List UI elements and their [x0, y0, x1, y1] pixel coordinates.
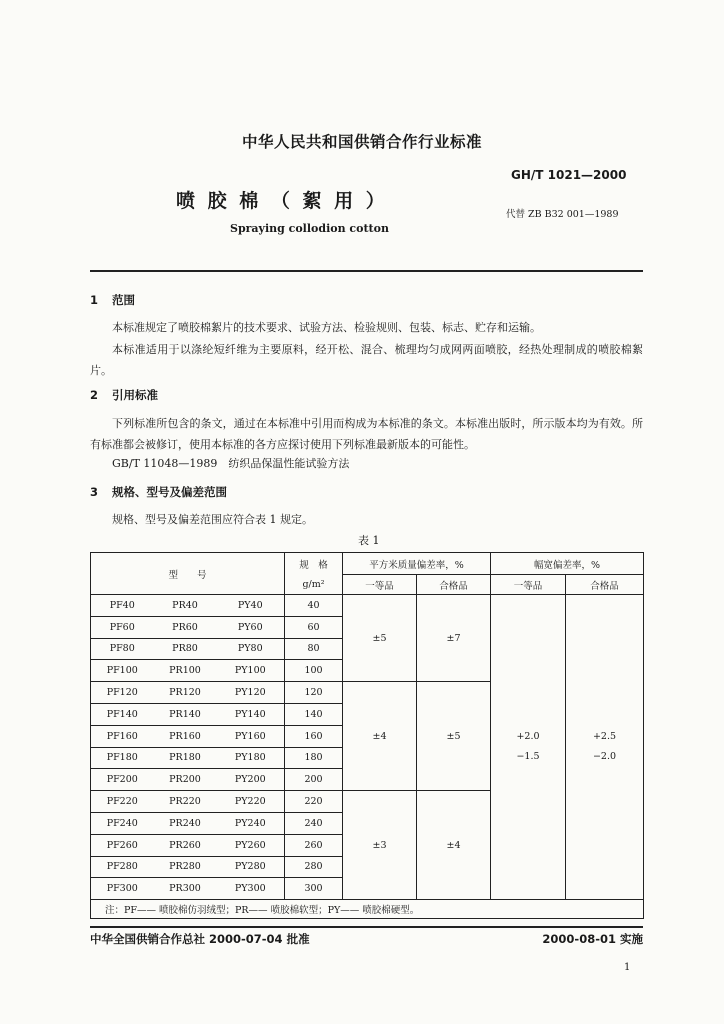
page-number: 1 — [624, 962, 631, 973]
section-2-heading — [90, 387, 158, 403]
header-width-qualified: 合格品 — [566, 575, 644, 595]
model-py-cell: PY300 — [217, 878, 285, 900]
model-py-cell: PY40 — [217, 595, 285, 617]
model-py-cell: PY80 — [217, 638, 285, 660]
model-py-cell: PY220 — [217, 791, 285, 813]
model-py-cell: PY160 — [217, 725, 285, 747]
model-pr-cell: PR220 — [154, 791, 217, 813]
model-pf-cell: PF220 — [91, 791, 154, 813]
model-py-cell: PY180 — [217, 747, 285, 769]
width-grade1-plus: +2.0 — [516, 731, 540, 743]
referenced-standard: GB/T 11048—1989 纺织品保温性能试验方法 — [112, 457, 350, 470]
header-mass-grade1: 一等品 — [343, 575, 417, 595]
model-pr-cell: PR300 — [154, 878, 217, 900]
model-pf-cell: PF160 — [91, 725, 154, 747]
width-qualified-plus: +2.5 — [592, 731, 617, 743]
header-mass-deviation: 平方米质量偏差率，% — [343, 553, 491, 575]
section-title: 规格、型号及偏差范围 — [112, 485, 227, 499]
model-pr-cell: PR60 — [154, 616, 217, 638]
spec-value-cell: 300 — [285, 878, 343, 900]
model-pr-cell: PR200 — [154, 769, 217, 791]
mass-qualified-cell: ±5 — [417, 682, 491, 791]
spec-value-cell: 260 — [285, 834, 343, 856]
document-title: 喷 胶 棉 （ 絮 用 ） — [176, 190, 388, 212]
spec-value-cell: 40 — [285, 595, 343, 617]
model-pf-cell: PF180 — [91, 747, 154, 769]
spec-value-cell: 220 — [285, 791, 343, 813]
header-spec: 规 格 — [285, 553, 343, 575]
model-py-cell: PY120 — [217, 682, 285, 704]
spec-value-cell: 100 — [285, 660, 343, 682]
spec-value-cell: 180 — [285, 747, 343, 769]
spec-value-cell: 160 — [285, 725, 343, 747]
model-pr-cell: PR140 — [154, 703, 217, 725]
model-pf-cell: PF60 — [91, 616, 154, 638]
model-pr-cell: PR260 — [154, 834, 217, 856]
english-title: Spraying collodion cotton — [230, 222, 389, 235]
spec-value-cell: 280 — [285, 856, 343, 878]
model-py-cell: PY280 — [217, 856, 285, 878]
spec-value-cell: 60 — [285, 616, 343, 638]
mass-qualified-cell: ±7 — [417, 595, 491, 682]
section-3-paragraph-1: 规格、型号及偏差范围应符合表 1 规定。 — [112, 513, 313, 526]
width-grade1-minus: −1.5 — [516, 751, 540, 763]
model-py-cell: PY240 — [217, 812, 285, 834]
model-pr-cell: PR120 — [154, 682, 217, 704]
mass-grade1-cell: ±5 — [343, 595, 417, 682]
section-1-paragraph-1: 本标准规定了喷胶棉絮片的技术要求、试验方法、检验规则、包装、标志、贮存和运输。 — [112, 321, 541, 334]
section-3-heading — [90, 484, 227, 500]
table-row — [91, 595, 644, 617]
model-pf-cell: PF140 — [91, 703, 154, 725]
model-pr-cell: PR240 — [154, 812, 217, 834]
spec-value-cell: 80 — [285, 638, 343, 660]
approval-line: 中华全国供销合作总社 2000-07-04 批准 — [90, 932, 310, 946]
model-py-cell: PY100 — [217, 660, 285, 682]
mass-qualified-cell: ±4 — [417, 791, 491, 900]
implementation-date: 2000-08-01 实施 — [542, 932, 643, 946]
model-py-cell: PY60 — [217, 616, 285, 638]
model-pr-cell: PR180 — [154, 747, 217, 769]
section-1-paragraph-2: 本标准适用于以涤纶短纤维为主要原料，经开松、混合、梳理均匀成网两面喷胶，经热处理制成的喷胶棉絮片。 — [90, 343, 643, 377]
model-pf-cell: PF240 — [91, 812, 154, 834]
width-grade1-cell — [491, 595, 566, 900]
replaces-note: 代替 ZB B32 001—1989 — [506, 209, 619, 220]
model-py-cell: PY140 — [217, 703, 285, 725]
header-width-deviation: 幅宽偏差率，% — [491, 553, 644, 575]
model-pf-cell: PF260 — [91, 834, 154, 856]
section-number: 3 — [90, 485, 99, 499]
model-pf-cell: PF40 — [91, 595, 154, 617]
table-note-row — [91, 900, 644, 919]
organization-title: 中华人民共和国供销合作行业标准 — [241, 133, 482, 151]
width-qualified-cell — [566, 595, 644, 900]
spec-value-cell: 240 — [285, 812, 343, 834]
model-pr-cell: PR40 — [154, 595, 217, 617]
header-spec-unit: g/m² — [285, 575, 343, 595]
section-2-paragraph-1: 下列标准所包含的条文，通过在本标准中引用而构成为本标准的条文。本标准出版时，所示版本均为有效。所有标准都会被修订，使用本标准的各方应探讨使用下列标准最新版本的可能性。 — [90, 417, 643, 451]
header-rule — [90, 270, 643, 272]
model-pf-cell: PF80 — [91, 638, 154, 660]
header-model: 型 号 — [91, 553, 285, 595]
width-qualified-minus: −2.0 — [592, 751, 617, 763]
model-pf-cell: PF100 — [91, 660, 154, 682]
model-pr-cell: PR100 — [154, 660, 217, 682]
model-pr-cell: PR160 — [154, 725, 217, 747]
footer-rule — [90, 926, 643, 928]
model-py-cell: PY260 — [217, 834, 285, 856]
spec-table — [90, 552, 644, 919]
section-number: 2 — [90, 388, 99, 402]
header-width-grade1: 一等品 — [491, 575, 566, 595]
model-pr-cell: PR280 — [154, 856, 217, 878]
table-note: 注：PF—— 喷胶棉仿羽绒型；PR—— 喷胶棉软型；PY—— 喷胶棉硬型。 — [91, 900, 644, 919]
mass-grade1-cell: ±4 — [343, 682, 417, 791]
model-pf-cell: PF120 — [91, 682, 154, 704]
model-pf-cell: PF300 — [91, 878, 154, 900]
mass-grade1-cell: ±3 — [343, 791, 417, 900]
spec-value-cell: 200 — [285, 769, 343, 791]
section-title: 范围 — [112, 293, 135, 307]
model-pr-cell: PR80 — [154, 638, 217, 660]
model-pf-cell: PF280 — [91, 856, 154, 878]
model-pf-cell: PF200 — [91, 769, 154, 791]
standard-code: GH/T 1021—2000 — [511, 168, 627, 182]
header-mass-qualified: 合格品 — [417, 575, 491, 595]
section-1-heading — [90, 292, 135, 308]
spec-value-cell: 140 — [285, 703, 343, 725]
section-number: 1 — [90, 293, 99, 307]
section-title: 引用标准 — [112, 388, 158, 402]
model-py-cell: PY200 — [217, 769, 285, 791]
table-caption: 表 1 — [358, 534, 380, 547]
spec-value-cell: 120 — [285, 682, 343, 704]
